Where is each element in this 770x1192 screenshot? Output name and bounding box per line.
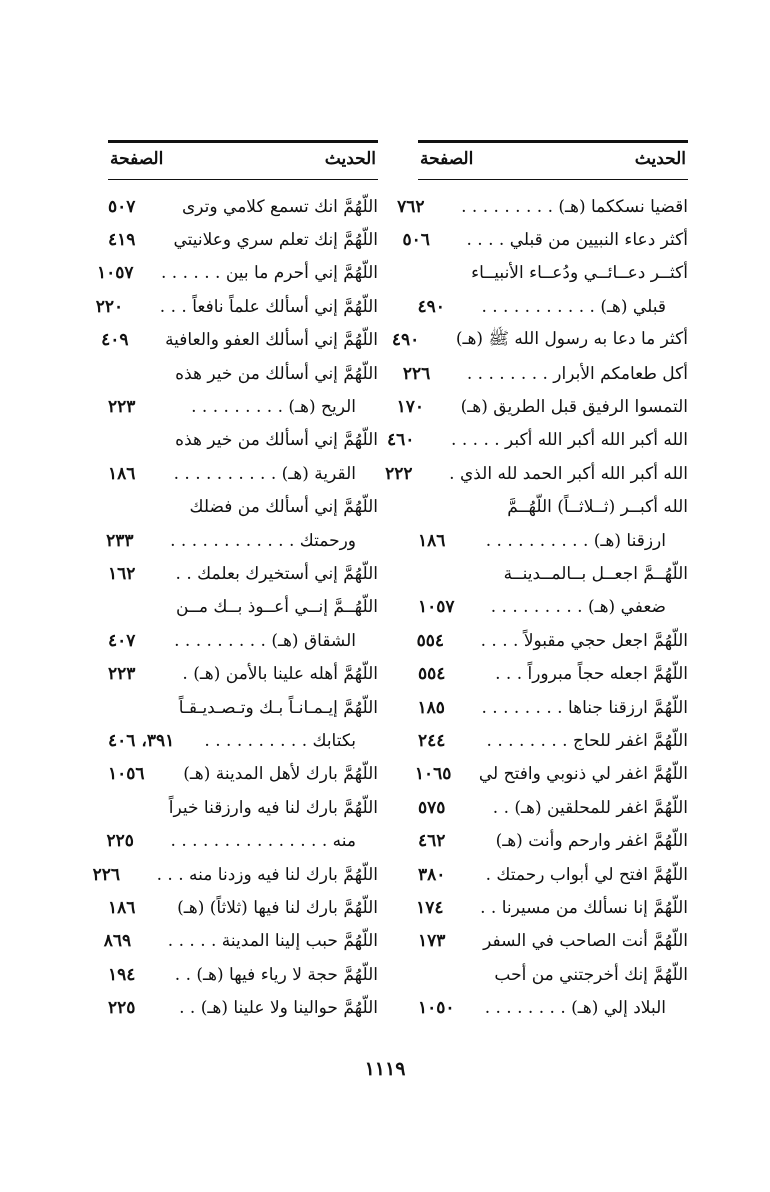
- entry-page: ١٨٦: [108, 897, 136, 918]
- index-entry: [108, 223, 378, 256]
- entry-text: اقضيا نسككما (هـ) . . . . . . . . .: [461, 196, 688, 217]
- entry-list: [92, 190, 378, 1025]
- entry-text: اللّهُمَّ إيـمـانـاً بـك وتـصـديـقـاً: [178, 697, 378, 718]
- entry-text: اللّهُمَّ اغفر وارحم وأنت (هـ): [495, 831, 688, 852]
- column-header: [418, 143, 688, 175]
- entry-text: القرية (هـ) . . . . . . . . . .: [173, 463, 356, 484]
- entry-text: اللّهُمَّ اغفر لي ذنوبي وافتح لي: [478, 764, 688, 785]
- index-entry: [418, 657, 688, 690]
- index-entry: [402, 357, 688, 390]
- entry-text: اللّهُمَّ اجعله حجاً مبروراً . . .: [495, 664, 688, 685]
- entry-page: ٢٢٦: [402, 363, 431, 384]
- entry-page: ٢٣٣: [106, 530, 134, 551]
- index-entry: [108, 390, 378, 423]
- index-entry: [92, 858, 378, 891]
- entry-text: الريح (هـ) . . . . . . . . .: [191, 397, 356, 418]
- hadith-header: الحديث: [634, 149, 686, 169]
- entry-text: اللّهُمَّ أنت الصاحب في السفر: [483, 931, 688, 952]
- entry-text: اللّهُمَّ اغفر للمحلقين (هـ) . .: [492, 797, 688, 818]
- header-rule: [108, 179, 378, 180]
- entry-page: ٨٦٩: [103, 931, 132, 952]
- entry-text: التمسوا الرفيق قبل الطريق (هـ): [460, 397, 688, 418]
- entry-page: ٥٧٥: [418, 797, 446, 818]
- entry-page: ٢٢٢: [385, 463, 413, 484]
- index-entry: [103, 925, 378, 958]
- entry-page: ٥٠٧: [108, 196, 136, 217]
- entry-text: اللّهُمَّ إنك أخرجتني من أحب: [494, 964, 688, 985]
- index-entry: [385, 457, 688, 490]
- index-entry: [418, 925, 688, 958]
- entry-page: ١٧٠: [396, 397, 425, 418]
- index-entry: [418, 524, 688, 557]
- entry-page: ٤٠٧: [108, 630, 136, 651]
- entry-text: اللّهُمَّ بارك لنا فيها (ثلاثاً) (هـ): [177, 897, 378, 918]
- entry-text: اللّهُمَّ إني أسألك من خير هذه: [175, 363, 378, 384]
- entry-text: اللّهُمَّ انك تسمع كلامي وترى: [182, 196, 378, 217]
- index-entry: [418, 691, 688, 724]
- index-entry: [418, 791, 688, 824]
- index-entry: [418, 557, 688, 590]
- entry-page: ٤١٩: [108, 230, 136, 251]
- entry-text: اللّهُمَّ ارزقنا جناها . . . . . . . .: [481, 697, 688, 718]
- index-entry: [418, 624, 688, 657]
- index-entry: [108, 958, 378, 991]
- index-entry: [108, 691, 378, 724]
- hadith-header: الحديث: [324, 149, 376, 169]
- entry-text: اللّهُــمَّ اجعــل بــالمــدينــة: [503, 563, 688, 584]
- index-entry: [418, 491, 688, 524]
- entry-page: ٢٢٦: [92, 864, 121, 885]
- entry-page: ٤٩٠: [417, 296, 445, 317]
- index-entry: [108, 891, 378, 924]
- entry-text: البلاد إلي (هـ) . . . . . . . .: [484, 998, 666, 1019]
- entry-text: منه . . . . . . . . . . . . . . .: [170, 831, 356, 852]
- index-entry: [108, 424, 378, 457]
- entry-page: ١٦٢: [108, 563, 136, 584]
- index-entry: [418, 891, 688, 924]
- index-entry: [108, 557, 378, 590]
- header-rule: [418, 179, 688, 180]
- index-entry: [418, 858, 688, 891]
- index-column-left: [92, 140, 378, 1025]
- index-entry: [418, 257, 688, 290]
- entry-text: أكل طعامكم الأبرار . . . . . . . .: [466, 363, 688, 384]
- entry-text: اللّهُمَّ بارك لنا فيه وارزقنا خيراً: [168, 797, 378, 818]
- entry-text: ضعفي (هـ) . . . . . . . . .: [490, 597, 666, 618]
- entry-text: اللّهُمَّ إني أسألك العفو والعافية: [165, 330, 378, 351]
- entry-page: ٢٢٠: [95, 296, 124, 317]
- entry-text: اللّهُمَّ حوالينا ولا علينا (هـ) . .: [179, 998, 378, 1019]
- entry-page: ٧٦٢: [397, 196, 425, 217]
- index-entry: [418, 290, 688, 323]
- entry-text: اللّهُمَّ أهله علينا بالأمن (هـ) .: [182, 664, 378, 685]
- index-entry: [418, 591, 688, 624]
- index-entry: [108, 624, 378, 657]
- entry-text: اللّهُمَّ إني أسألك من خير هذه: [175, 430, 378, 451]
- entry-page: ١٠٥٠: [418, 998, 455, 1019]
- entry-page: ١٠٥٦: [108, 764, 145, 785]
- entry-text: اللّهُمَّ بارك لأهل المدينة (هـ): [183, 764, 378, 785]
- entry-text: اللّهُمَّ إني أستخيرك بعلمك . .: [175, 563, 378, 584]
- entry-page: ١٨٦: [418, 530, 446, 551]
- entry-page: ١٩٤: [108, 964, 136, 985]
- entry-text: اللّهُمَّ إنا نسألك من مسيرنا . .: [480, 897, 688, 918]
- entry-page: ٥٥٤: [416, 630, 444, 651]
- entry-page: ٣٩١، ٤٠٦: [108, 730, 175, 751]
- entry-page: ٤٩٠: [391, 330, 420, 351]
- entry-page: ١٠٥٧: [418, 597, 455, 618]
- entry-page: ١٨٥: [417, 697, 445, 718]
- entry-text: اللّهُمَّ إني أحرم ما بين . . . . . .: [161, 263, 378, 284]
- entry-page: ٤٦٠: [387, 430, 415, 451]
- entry-text: قبلي (هـ) . . . . . . . . . . .: [481, 296, 666, 317]
- index-entry: [108, 524, 378, 557]
- index-entry: [397, 190, 688, 223]
- index-entry: [418, 724, 688, 757]
- index-entry: [108, 824, 378, 857]
- entry-text: اللّهُمَّ بارك لنا فيه وزدنا منه . . .: [156, 864, 378, 885]
- index-entry: [108, 657, 378, 690]
- entry-text: أكثر دعاء النبيين من قبلي . . . .: [466, 230, 688, 251]
- index-entry: [108, 357, 378, 390]
- index-entry: [108, 457, 378, 490]
- entry-page: ٣٨٠: [418, 864, 446, 885]
- entry-page: ١٧٤: [416, 897, 444, 918]
- entry-text: ارزقنا (هـ) . . . . . . . . . .: [485, 530, 666, 551]
- index-entry: [95, 290, 378, 323]
- entry-page: ٤٦٢: [418, 831, 446, 852]
- page-number: ١١١٩: [364, 1058, 406, 1080]
- entry-text: الله أكبــر (ثــلاثــاً) اللّهُــمَّ: [507, 497, 688, 518]
- index-entry: [418, 958, 688, 991]
- index-entry: [108, 591, 378, 624]
- entry-text: اللّهُــمَّ إنــي أعــوذ بــك مــن: [175, 597, 378, 618]
- entry-page: ٢٢٣: [108, 664, 136, 685]
- entry-page: ٤٠٩: [101, 330, 129, 351]
- entry-text: اللّهُمَّ إني أسألك من فضلك: [189, 497, 378, 518]
- index-entry: [387, 424, 688, 457]
- index-entry: [97, 257, 378, 290]
- entry-text: اللّهُمَّ إني أسألك علماً نافعاً . . .: [159, 296, 378, 317]
- column-header: [108, 143, 378, 175]
- index-entry: [108, 791, 378, 824]
- index-entry: [108, 758, 378, 791]
- entry-page: ٢٢٥: [108, 998, 136, 1019]
- index-entry: [108, 190, 378, 223]
- entry-page: ١٠٥٧: [97, 263, 134, 284]
- entry-text: الله أكبر الله أكبر الحمد لله الذي .: [449, 463, 688, 484]
- index-entry: [402, 223, 688, 256]
- index-entry: [108, 491, 378, 524]
- index-entry: [108, 991, 378, 1024]
- index-column-right: [385, 140, 688, 1025]
- entry-text: الشقاق (هـ) . . . . . . . . .: [174, 630, 356, 651]
- entry-text: اللّهُمَّ إنك تعلم سري وعلانيتي: [173, 230, 378, 251]
- entry-text: اللّهُمَّ اغفر للحاج . . . . . . . .: [486, 730, 688, 751]
- entry-page: ١٠٦٥: [414, 764, 452, 785]
- page-header: الصفحة: [110, 149, 164, 169]
- entry-text: اللّهُمَّ افتح لي أبواب رحمتك .: [485, 864, 688, 885]
- index-entry: [101, 324, 378, 357]
- entry-page: ١٨٦: [108, 463, 136, 484]
- entry-list: [385, 190, 688, 1025]
- index-entry: [418, 991, 688, 1024]
- index-entry: [418, 824, 688, 857]
- entry-text: الله أكبر الله أكبر الله أكبر . . . . .: [451, 430, 688, 451]
- entry-page: ٥٠٦: [402, 230, 430, 251]
- index-entry: [391, 324, 688, 357]
- index-entry: [414, 758, 688, 791]
- entry-text: أكثــر دعــائــي ودُعــاء الأنبيــاء: [471, 263, 688, 284]
- entry-text: أكثر ما دعا به رسول الله ﷺ (هـ): [455, 328, 688, 349]
- entry-page: ٢٢٥: [106, 831, 134, 852]
- entry-text: اللّهُمَّ حجة لا رياء فيها (هـ) . .: [174, 964, 378, 985]
- entry-text: اللّهُمَّ حبب إلينا المدينة . . . . .: [167, 931, 378, 952]
- entry-page: ٢٤٤: [418, 730, 446, 751]
- index-entry: [396, 390, 688, 423]
- entry-page: ٥٥٤: [418, 664, 446, 685]
- entry-page: ٢٢٣: [108, 397, 136, 418]
- index-entry: [108, 724, 378, 757]
- entry-text: ورحمتك . . . . . . . . . . . .: [170, 530, 356, 551]
- entry-text: اللّهُمَّ اجعل حجي مقبولاً . . . .: [480, 630, 688, 651]
- entry-text: بكتابك . . . . . . . . . .: [204, 730, 356, 751]
- entry-page: ١٧٣: [418, 931, 446, 952]
- page-header: الصفحة: [420, 149, 474, 169]
